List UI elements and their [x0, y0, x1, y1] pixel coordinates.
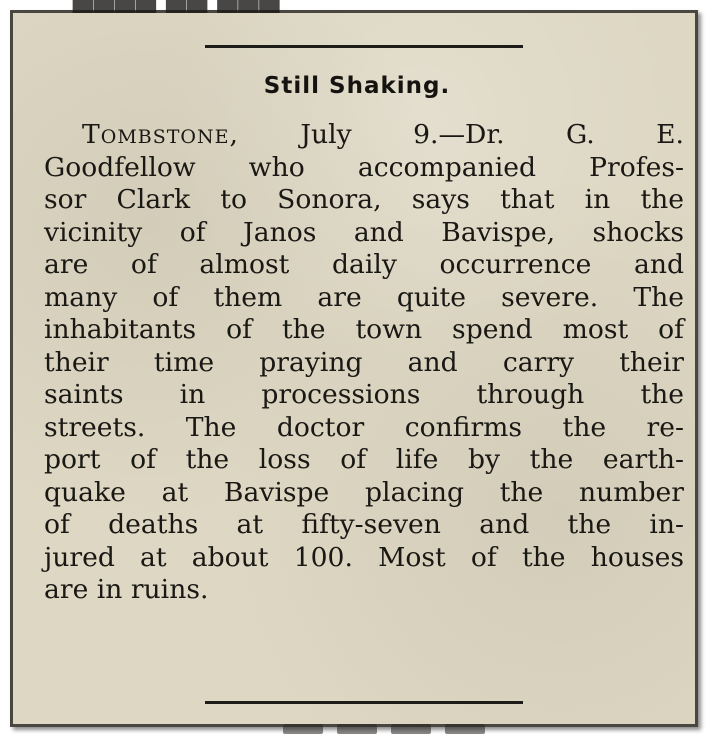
article-line: are in ruins.	[44, 574, 209, 605]
article-line: many of them are quite severe. The	[44, 281, 684, 313]
top-rule	[205, 45, 523, 48]
clipped-next-text	[283, 721, 583, 733]
article-line: jured at about 100. Most of the houses	[44, 541, 684, 573]
bottom-rule	[205, 701, 523, 704]
article-line: Goodfellow who accompanied Profes-	[44, 151, 684, 183]
newspaper-clipping	[10, 0, 698, 727]
article-line: Tombstone, July 9.—Dr. G. E.	[82, 119, 684, 150]
article-body	[44, 119, 684, 607]
article-line: of deaths at fifty-seven and the in-	[44, 509, 684, 540]
article-line: inhabitants of the town spend most of	[44, 314, 684, 345]
article-line: quake at Bavispe placing the number	[44, 476, 684, 508]
article-headline: Still Shaking.	[263, 73, 451, 99]
article-line: saints in processions through the	[44, 379, 684, 410]
clipped-previous-text: ▀▀▀▀ ▀▀ ▀▀▀	[73, 0, 281, 29]
article-line: their time praying and carry their	[44, 346, 684, 378]
dateline: Tombstone,	[82, 119, 239, 150]
article-line: sor Clark to Sonora, says that in the	[44, 184, 684, 215]
article-line: are of almost daily occurrence and	[44, 249, 684, 280]
article-line: vicinity of Janos and Bavispe, shocks	[44, 216, 684, 248]
article-line: streets. The doctor confirms the re-	[44, 411, 684, 443]
article-line: port of the loss of life by the earth-	[44, 444, 684, 475]
